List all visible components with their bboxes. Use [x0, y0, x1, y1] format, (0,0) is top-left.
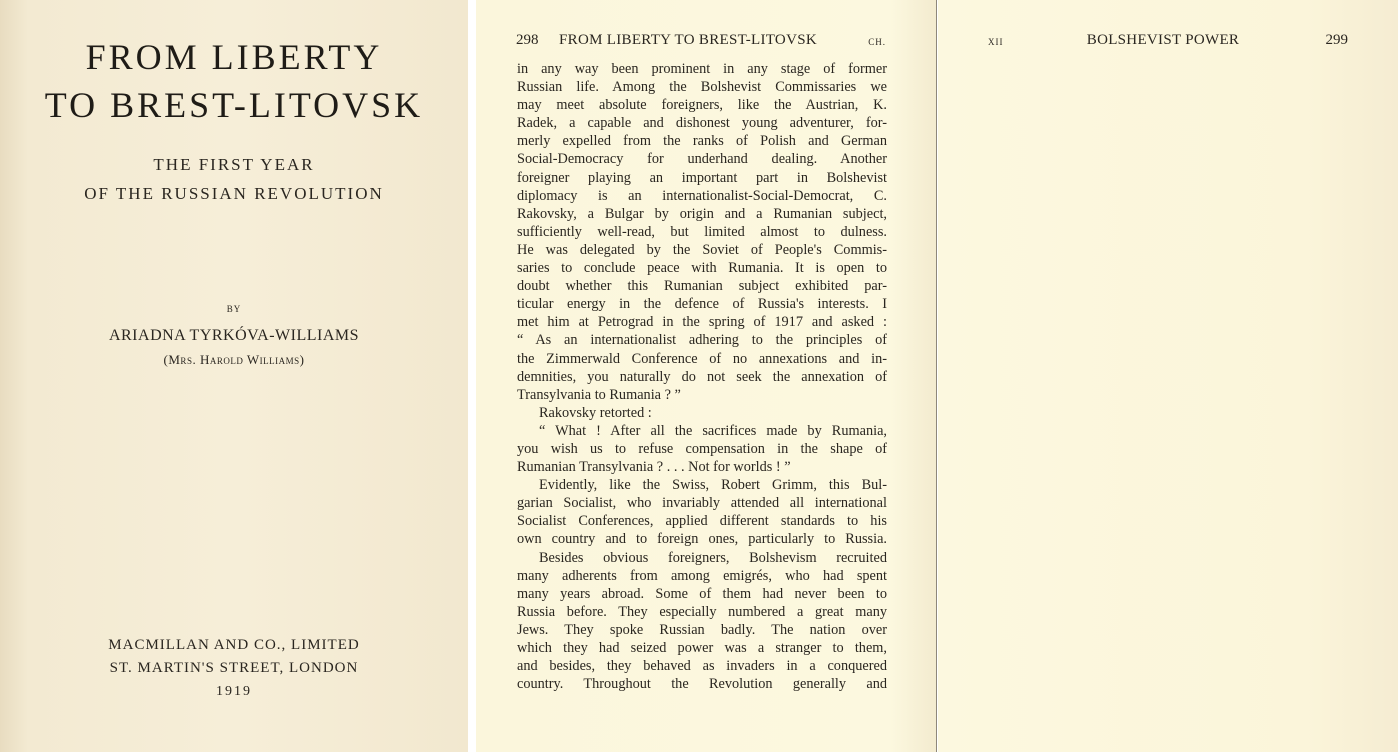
text-line: Jews. They spoke Russian badly. The nation over: [517, 621, 887, 638]
by-label: BY: [226, 304, 242, 314]
text-line: Socialist Conferences, applied different standards to his: [517, 513, 887, 530]
text-line: He was delegated by the Soviet of People's Commis-: [517, 241, 887, 258]
text-line: sufficiently well-read, but limited almost to dulness.: [517, 223, 887, 240]
text-line: “ What ! After all the sacrifices made by Rumania,: [539, 422, 887, 439]
text-line: demnities, you naturally do not seek the annexation of: [517, 368, 887, 385]
text-line: in any way been prominent in any stage of former: [517, 61, 887, 77]
text-line: Russian life. Among the Bolshevist Commissaries we: [517, 79, 887, 96]
text-line: foreigner playing an important part in Bolshevist: [517, 169, 887, 186]
page-body: [517, 60, 887, 693]
text-line: may meet absolute foreigners, like the Austrian, K.: [517, 97, 887, 114]
text-line: garian Socialist, who invariably attended all international: [517, 495, 887, 512]
publisher-address: ST. MARTIN'S STREET, LONDON: [109, 660, 359, 676]
text-line: the Zimmerwald Conference of no annexations and in-: [517, 350, 887, 367]
text-line: Social-Democracy for underhand dealing. Another: [517, 151, 887, 168]
author-name: ARIADNA TYRKÓVA-WILLIAMS: [108, 327, 360, 344]
text-line: country. Throughout the Revolution generally and: [517, 676, 887, 693]
running-header: [516, 32, 886, 50]
text-line: own country and to foreign ones, particularly to Russia.: [517, 531, 887, 548]
book-title-line-1: FROM LIBERTY: [85, 37, 383, 77]
text-line: Rakovsky retorted :: [539, 404, 652, 421]
text-line: Transylvania to Rumania ? ”: [517, 386, 681, 403]
text-line: many years abroad. Some of them had never been to: [517, 585, 887, 602]
text-line: met him at Petrograd in the spring of 1917 and asked :: [517, 314, 887, 331]
text-line: “ As an internationalist adhering to the principles of: [517, 332, 887, 349]
running-title: FROM LIBERTY TO BREST-LITOVSK: [559, 32, 817, 48]
page-number: 298: [516, 32, 539, 48]
subtitle-line-1: THE FIRST YEAR: [153, 155, 315, 174]
chapter-mark: CH.: [868, 37, 886, 47]
text-line: many adherents from among emigrés, who had spent: [517, 567, 887, 584]
chapter-mark: XII: [988, 37, 1004, 47]
text-line: Rumanian Transylvania ? . . . Not for worlds ! ”: [517, 459, 791, 476]
text-line: which they had seized power was a stranger to them,: [517, 640, 887, 656]
page-299: [938, 0, 1398, 752]
text-line: Evidently, like the Swiss, Robert Grimm, this Bul-: [539, 477, 887, 494]
text-line: Radek, a capable and dishonest young adventurer, for-: [517, 115, 887, 132]
page-number: 299: [1325, 32, 1348, 48]
running-title: BOLSHEVIST POWER: [1086, 32, 1240, 48]
text-line: and besides, they behaved as invaders in a conquered: [517, 658, 887, 675]
author-note: (Mrs. Harold Williams): [163, 352, 305, 367]
publisher: MACMILLAN AND CO., LIMITED: [108, 637, 360, 653]
subtitle-line-2: OF THE RUSSIAN REVOLUTION: [84, 184, 384, 203]
book-title-line-2: TO BREST-LITOVSK: [44, 85, 424, 125]
page-298: [476, 0, 937, 752]
text-line: Besides obvious foreigners, Bolshevism recruited: [539, 549, 887, 566]
text-line: merly expelled from the ranks of Polish and German: [517, 133, 887, 150]
text-line: Rakovsky, a Bulgar by origin and a Rumanian subject,: [517, 205, 887, 222]
text-line: diplomacy is an internationalist-Social-Democrat, C.: [517, 187, 887, 204]
text-line: doubt whether this Rumanian subject exhibited par-: [517, 278, 887, 295]
running-header: [978, 32, 1348, 50]
title-page: [0, 0, 468, 752]
text-line: you wish us to refuse compensation in the shape of: [517, 440, 887, 457]
text-line: ticular energy in the defence of Russia's interests. I: [517, 296, 887, 313]
text-line: saries to conclude peace with Rumania. It is open to: [517, 260, 887, 277]
publication-year: 1919: [216, 684, 252, 699]
text-line: Russia before. They especially numbered a great many: [517, 603, 887, 620]
